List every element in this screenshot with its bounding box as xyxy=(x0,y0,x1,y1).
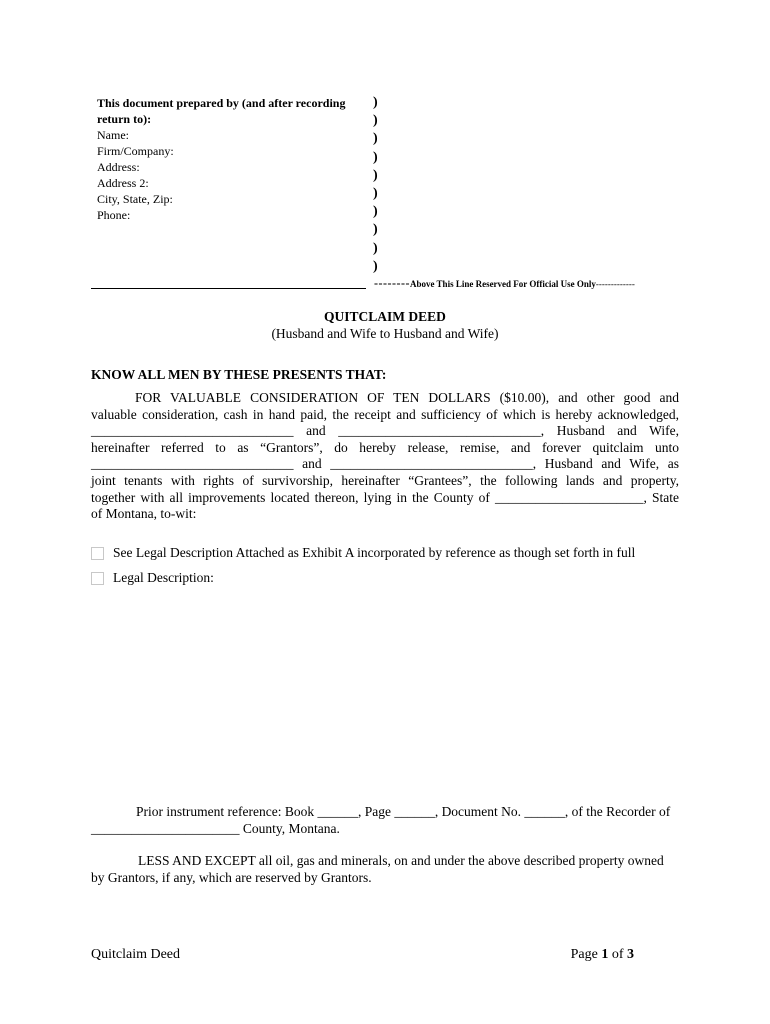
reserved-label: Above This Line Reserved For Official Use Only xyxy=(409,279,596,289)
prepared-by-heading: This document prepared by (and after recording return to): xyxy=(97,96,346,126)
page-current: 1 xyxy=(601,947,609,962)
body-line: valuable consideration, cash in hand paid, the receipt and sufficiency of which is hereby acknowledged, xyxy=(91,406,679,422)
prepared-by-block xyxy=(97,95,367,223)
reserved-dashes: -------- xyxy=(374,276,410,290)
body-line: hereinafter referred to as “Grantors”, do hereby release, remise, and forever quitclaim unto xyxy=(91,439,679,455)
exhibit-a-label: See Legal Description Attached as Exhibit A incorporated by reference as though set forth in full xyxy=(113,545,636,560)
less-except-line2: by Grantors, if any, which are reserved by Grantors. xyxy=(91,870,372,885)
prepared-by-underline xyxy=(91,288,366,289)
prepared-by-firm-field: Firm/Company: xyxy=(97,144,174,158)
page-mid: of xyxy=(608,947,627,962)
legal-description-option[interactable] xyxy=(91,570,214,586)
body-line: ______________________________ and ______________________________, Husband and Wife, as xyxy=(91,456,679,472)
deed-title: QUITCLAIM DEED xyxy=(324,309,446,324)
less-except-line1: LESS AND EXCEPT all oil, gas and minerals, on and under the above described property owned xyxy=(138,853,664,868)
footer-document-name: Quitclaim Deed xyxy=(91,947,181,962)
prepared-by-city-field: City, State, Zip: xyxy=(97,192,173,206)
legal-description-checkbox[interactable] xyxy=(91,572,104,585)
reserved-tail: ------------- xyxy=(595,279,635,289)
prior-reference-line1: Prior instrument reference: Book ______, Page ______, Document No. ______, of the Recorder of xyxy=(136,804,671,819)
prepared-by-name-field: Name: xyxy=(97,128,129,142)
page-prefix: Page xyxy=(570,947,602,962)
exhibit-a-checkbox[interactable] xyxy=(91,547,104,560)
body-line: of Montana, to-wit: xyxy=(91,506,197,522)
footer-page-number xyxy=(571,947,634,963)
body-line: FOR VALUABLE CONSIDERATION OF TEN DOLLARS ($10.00), and other good and xyxy=(135,390,679,405)
prepared-by-phone-field: Phone: xyxy=(97,208,131,222)
consideration-paragraph xyxy=(91,390,679,523)
legal-description-label: Legal Description: xyxy=(113,570,214,585)
deed-subtitle: (Husband and Wife to Husband and Wife) xyxy=(271,326,499,341)
prior-instrument-reference xyxy=(91,803,681,837)
less-and-except-paragraph xyxy=(91,852,681,886)
body-line: joint tenants with rights of survivorship, hereinafter “Grantees”, the following lands and property, xyxy=(91,472,679,488)
page-total: 3 xyxy=(627,947,634,962)
body-line: ______________________________ and ______________________________, Husband and Wife, xyxy=(91,423,679,439)
prepared-by-address-field: Address: xyxy=(97,160,140,174)
reserved-line-text xyxy=(374,276,635,291)
prepared-by-address2-field: Address 2: xyxy=(97,176,149,190)
know-all-men-heading: KNOW ALL MEN BY THESE PRESENTS THAT: xyxy=(91,367,387,382)
bracket-column: ) ) ) ) ) ) ) ) ) ) xyxy=(373,95,378,274)
prior-reference-line2: ______________________ County, Montana. xyxy=(91,821,340,836)
exhibit-a-option[interactable] xyxy=(91,545,635,561)
body-line: together with all improvements located thereon, lying in the County of ______________________, State xyxy=(91,489,679,505)
